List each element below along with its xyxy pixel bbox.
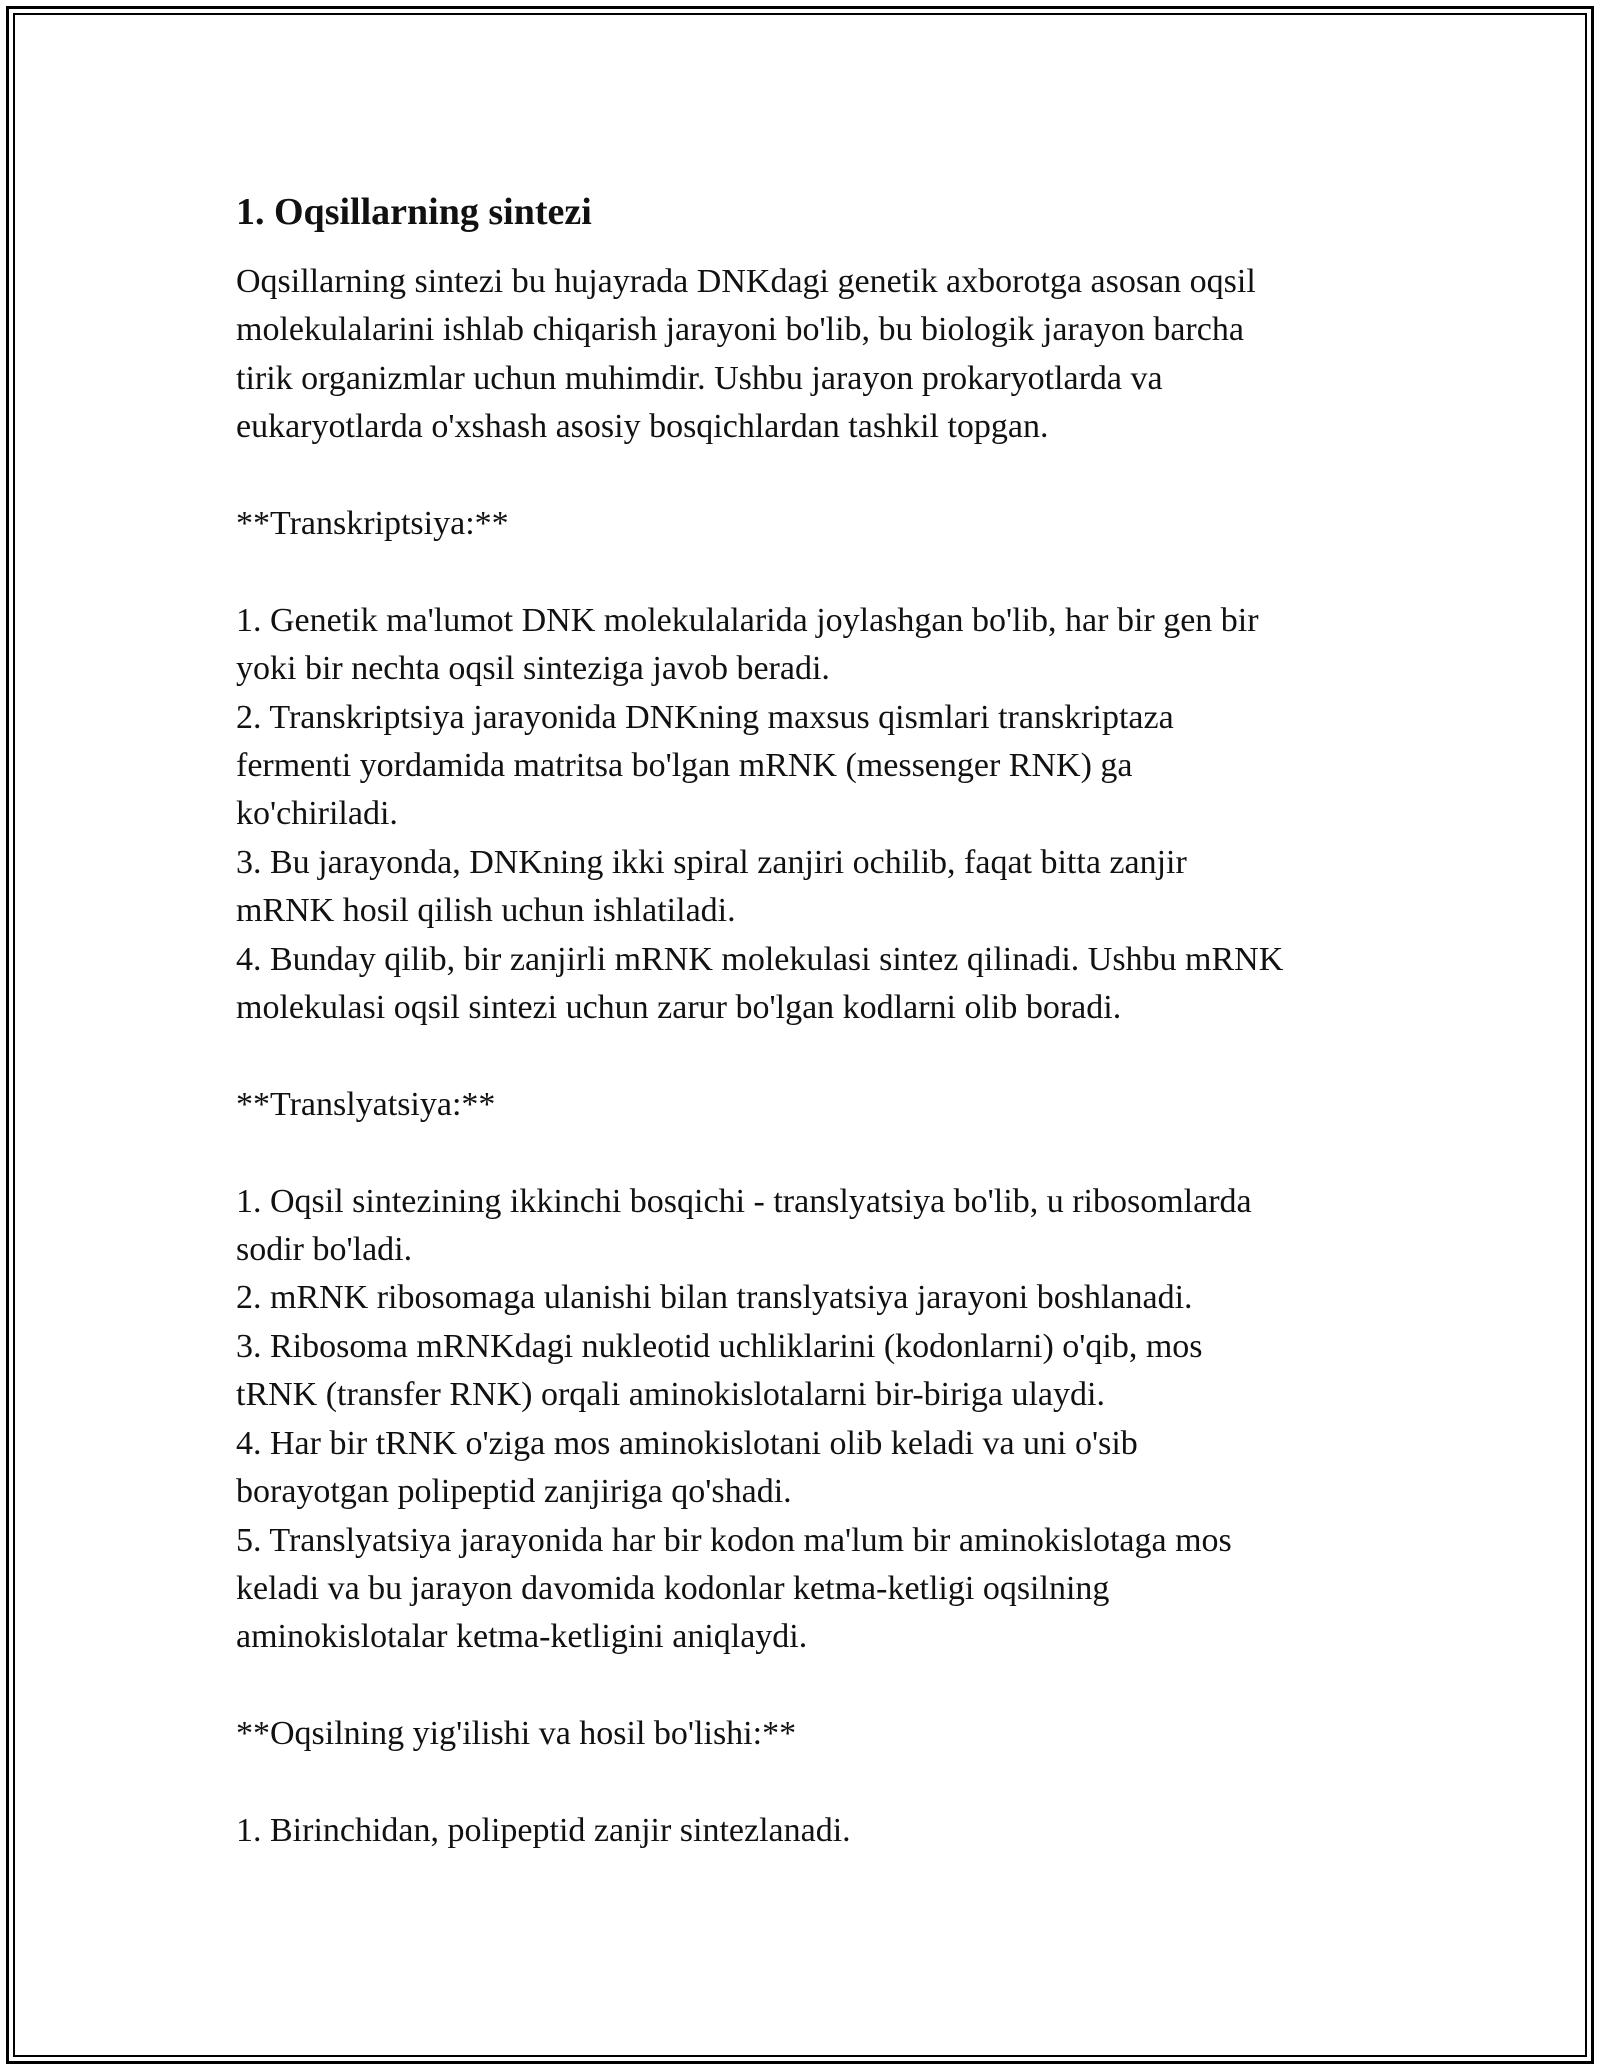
transcription-list: [236, 597, 1416, 1033]
spacer: [236, 452, 1416, 500]
section-title: 1. Oqsillarning sintezi: [236, 191, 592, 233]
list-item: 2. Transkriptsiya jarayonida DNKning maxsus qismlari transkriptaza fermenti yordamida matritsa bo'lgan mRNK (messenger RNK) ga ko'chiriladi.: [236, 698, 1174, 833]
spacer: [236, 1129, 1416, 1177]
spacer: [236, 1759, 1416, 1807]
assembly-heading: **Oqsilning yig'ilishi va hosil bo'lishi:**: [236, 1715, 797, 1753]
intro-paragraph: Oqsillarning sintezi bu hujayrada DNKdagi genetik axborotga asosan oqsil molekulalarini ishlab chiqarish jarayoni bo'lib, bu biologik jarayon barcha tirik organizmlar uchun muhimdir. Ushbu jarayon prokaryotlarda va eukaryotlarda o'xshash asosiy bosqichlardan tashkil topgan.: [236, 263, 1256, 446]
list-item: 2. mRNK ribosomaga ulanishi bilan translyatsiya jarayoni boshlanadi.: [236, 1279, 1193, 1317]
list-item: 4. Bunday qilib, bir zanjirli mRNK molekulasi sintez qilinadi. Ushbu mRNK molekulasi oqsil sintezi uchun zarur bo'lgan kodlarni olib boradi.: [236, 940, 1284, 1027]
transcription-heading: **Transkriptsiya:**: [236, 505, 509, 543]
list-item: 4. Har bir tRNK o'ziga mos aminokislotani olib keladi va uni o'sib borayotgan polipeptid zanjiriga qo'shadi.: [236, 1424, 1138, 1511]
list-item: 5. Translyatsiya jarayonida har bir kodon ma'lum bir aminokislotaga mos keladi va bu jarayon davomida kodonlar ketma-ketligi oqsilning aminokislotalar ketma-ketligini aniqlaydi.: [236, 1521, 1232, 1656]
list-item: 1. Genetik ma'lumot DNK molekulalarida joylashgan bo'lib, har bir gen bir yoki bir nechta oqsil sinteziga javob beradi.: [236, 601, 1259, 688]
spacer: [236, 1662, 1416, 1710]
list-item: 1. Birinchidan, polipeptid zanjir sintezlanadi.: [236, 1811, 851, 1849]
assembly-list: [236, 1807, 1416, 1855]
list-item: 3. Ribosoma mRNKdagi nukleotid uchliklarini (kodonlarni) o'qib, mos tRNK (transfer RNK) orqali aminokislotalarni bir-biriga ulaydi.: [236, 1327, 1203, 1414]
translation-list: [236, 1178, 1416, 1662]
spacer: [236, 548, 1416, 596]
document-body: [236, 184, 1416, 1855]
spacer: [236, 1032, 1416, 1080]
list-item: 3. Bu jarayonda, DNKning ikki spiral zanjiri ochilib, faqat bitta zanjir mRNK hosil qilish uchun ishlatiladi.: [236, 843, 1187, 930]
list-item: 1. Oqsil sintezining ikkinchi bosqichi - translyatsiya bo'lib, u ribosomlarda sodir bo'ladi.: [236, 1182, 1252, 1269]
translation-heading: **Translyatsiya:**: [236, 1085, 496, 1123]
